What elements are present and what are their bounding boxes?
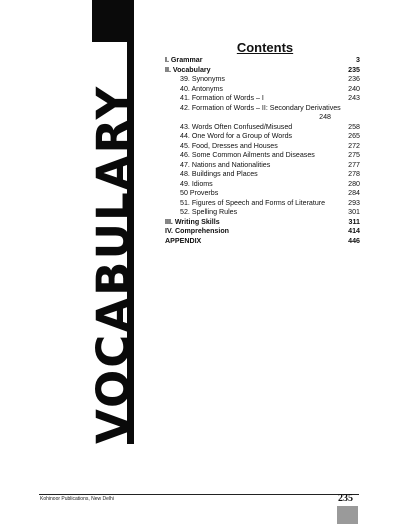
page-number: 235 <box>338 493 353 504</box>
toc-entry-page: 265 <box>348 132 360 140</box>
toc-entry-words-often-confused <box>165 123 360 133</box>
toc-entry-label: 40. Antonyms <box>180 84 223 93</box>
toc-entry-page: 293 <box>348 198 360 207</box>
contents-heading: Contents <box>236 40 294 55</box>
toc-entry-page: 278 <box>348 170 360 178</box>
toc-entry-spelling-rules <box>165 208 360 218</box>
toc-entry-page: 275 <box>348 151 360 159</box>
toc-entry-label: 41. Formation of Words – I <box>180 94 264 102</box>
toc-entry-page: 284 <box>348 189 360 197</box>
toc-entry-page: 236 <box>348 75 360 83</box>
toc-entry-label: 45. Food, Dresses and Houses <box>180 141 278 150</box>
toc-entry-ailments-diseases <box>165 151 360 161</box>
toc-entry-formation-of-words-2 <box>165 104 360 123</box>
toc-entry-comprehension <box>165 227 360 237</box>
toc-entry-page: 301 <box>348 208 360 216</box>
table-of-contents <box>165 56 360 246</box>
toc-entry-food-dresses-houses <box>165 142 360 152</box>
toc-entry-page: 248 <box>319 113 331 121</box>
toc-entry-writing-skills <box>165 218 360 228</box>
toc-entry-label: 52. Spelling Rules <box>180 208 238 216</box>
toc-entry-label: 42. Formation of Words – II: Secondary Derivatives <box>180 103 341 112</box>
publisher-credit: Kohinoor Publications, New Delhi <box>40 496 114 502</box>
toc-entry-figures-of-speech <box>165 199 360 209</box>
toc-entry-proverbs <box>165 189 360 199</box>
toc-entry-appendix <box>165 237 360 247</box>
toc-entry-label: 50 Proverbs <box>180 189 219 197</box>
toc-entry-label: 46. Some Common Ailments and Diseases <box>180 151 315 159</box>
toc-entry-label: 51. Figures of Speech and Forms of Literature <box>180 198 326 207</box>
toc-entry-page: 311 <box>348 217 360 226</box>
toc-entry-antonyms <box>165 85 360 95</box>
toc-entry-page: 280 <box>348 179 360 188</box>
toc-entry-label: III. Writing Skills <box>165 217 220 226</box>
toc-entry-label: 44. One Word for a Group of Words <box>180 132 293 140</box>
toc-entry-label: 39. Synonyms <box>180 75 225 83</box>
toc-entry-page: 235 <box>348 65 360 74</box>
toc-entry-page: 240 <box>348 84 360 93</box>
toc-entry-label: 48. Buildings and Places <box>180 170 258 178</box>
toc-entry-nations-nationalities <box>165 161 360 171</box>
toc-entry-one-word-substitution <box>165 132 360 142</box>
toc-entry-label: 49. Idioms <box>180 179 213 188</box>
toc-entry-page: 243 <box>348 94 360 102</box>
toc-entry-grammar <box>165 56 360 66</box>
toc-entry-label: 43. Words Often Confused/Misused <box>180 122 293 131</box>
toc-entry-buildings-places <box>165 170 360 180</box>
toc-entry-page: 277 <box>348 160 360 169</box>
toc-entry-label: IV. Comprehension <box>165 227 229 235</box>
toc-entry-label: 47. Nations and Nationalities <box>180 160 271 169</box>
section-vertical-title: VOCABULARY <box>87 84 140 444</box>
toc-entry-page: 446 <box>348 236 360 245</box>
toc-entry-page: 414 <box>348 227 360 235</box>
toc-entry-label: I. Grammar <box>165 56 203 64</box>
toc-entry-page: 258 <box>348 122 360 131</box>
toc-entry-synonyms <box>165 75 360 85</box>
toc-entry-formation-of-words-1 <box>165 94 360 104</box>
page-corner-tab <box>337 506 358 524</box>
decorative-bar-top <box>92 0 134 42</box>
toc-entry-page: 3 <box>356 56 360 64</box>
toc-entry-idioms <box>165 180 360 190</box>
toc-entry-vocabulary <box>165 66 360 76</box>
footer-divider <box>39 494 359 495</box>
toc-entry-label: II. Vocabulary <box>165 65 211 74</box>
toc-entry-page: 272 <box>348 141 360 150</box>
toc-entry-label: APPENDIX <box>165 236 202 245</box>
